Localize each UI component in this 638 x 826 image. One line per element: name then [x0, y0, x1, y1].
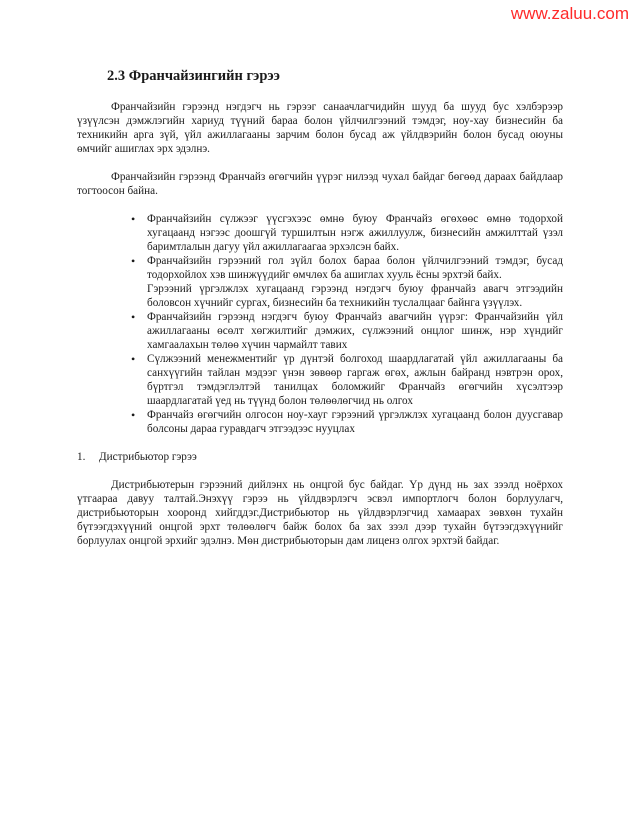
- heading-text: Дистрибьютор гэрээ: [99, 451, 197, 463]
- list-item: [147, 254, 563, 310]
- list-item: [147, 212, 563, 254]
- list-item-text: Франчайзийн гэрээнд нэгдэгч буюу Франчайз авагчийн үүрэг: Франчайзийн үйл ажиллагааны өсөлт хөгжилтийг дэмжих, сүлжээний онцлог шинж, нэр хүндийг хамгаалахын төлөө хүчин чармайлт тавих: [147, 311, 563, 351]
- obligations-paragraph: Франчайзийн гэрээнд Франчайз өгөгчийн үүрэг нилээд чухал байдаг бөгөөд дараах байдлаар тогтоосон байна.: [77, 171, 563, 197]
- heading-number: 1.: [77, 451, 86, 463]
- list-item: [147, 352, 563, 408]
- list-item-text: Сүлжээний менежментийг үр дүнтэй болгоход шаардлагатай үйл ажиллагааны ба санхүүгийн тайлан мэдээг үнэн зөвөөр гаргаж өгөх, ажлын байранд нэвтрэн орох, бүртгэл тэмдэглэлтэй танилцах боломжийг Франчайз өгөгчийн хүсэлтээр шаардлагатай үед нь түүнд болон төлөөлөгчид нь олгох: [147, 353, 563, 407]
- watermark-link[interactable]: www.zaluu.com: [510, 4, 629, 23]
- list-item: [147, 408, 563, 436]
- distributor-paragraph: Дистрибьютерын гэрээний дийлэнх нь онцгой бус байдаг. Үр дүнд нь зах зээлд ноёрхох үтгаараа давуу талтай.Энэхүү гэрээ нь үйлдвэрлэгч эсвэл импортлогч болон борлуулагч, дистрибьюторын хооронд хийгддэг.Дистрибьютор нь үйлдвэрлэгчид хамаарах зөвхөн тухайн бүтээгдэхүүний онцгой эрхт төлөөлөгч байж болох ба зах зээл дээр тухайн бүтээгдэхүүнийг борлуулах онцгой эрхийг эдэлнэ. Мөн дистрибьюторын дам лиценз олгох эрхтэй байдаг.: [77, 479, 563, 547]
- list-item-text: Франчайзийн сүлжээг үүсгэхээс өмнө буюу Франчайз өгөхөөс өмнө тодорхой хугацаанд нэгээс доошгүй туршилтын нэгж ажиллуулж, бизнесийн амжилттай үзэл баримтлалын дагуу үйл ажиллагаагаа эрхэлсэн байх.: [147, 213, 563, 253]
- list-item-note: Гэрээний үргэлжлэх хугацаанд гэрээнд нэгдэгч буюу франчайз авагч этгээдийн боловсон хүчнийг сургах, бизнесийн ба техникийн туслалцааг байнга үзүүлэх.: [147, 283, 563, 309]
- intro-paragraph: Франчайзийн гэрээнд нэгдэгч нь гэрээг санаачлагчидийн шууд ба шууд бус хэлбэрээр үзүүлсэн дэмжлэгийн хариуд түүний бараа болон үйлчилгээний тэмдэг, ноу-хау бизнесийн ба техникийн арга зүй, үйл ажиллагааны зарчим болон бусад аж үйлдвэрийн болон бусад оюуны өмчийг ашиглах эрх эдэлнэ.: [77, 101, 563, 155]
- list-item: [147, 310, 563, 352]
- numbered-heading: [77, 450, 563, 464]
- list-item-text: Франчайз өгөгчийн олгосон ноу-хауг гэрээний үргэлжлэх хугацаанд болон дуусгавар болсоны дараа гуравдагч этгээдээс нууцлах: [147, 409, 563, 435]
- document-body: [77, 68, 563, 562]
- section-heading: 2.3 Франчайзингийн гэрээ: [107, 68, 280, 84]
- list-item-text: Франчайзийн гэрээний гол зүйл болох бараа болон үйлчилгээний тэмдэг, бусад тодорхойлох хэв шинжүүдийг өмчлөх ба ашиглах хууль ёсны эрхтэй байх.: [147, 255, 563, 281]
- obligations-list: [77, 212, 563, 436]
